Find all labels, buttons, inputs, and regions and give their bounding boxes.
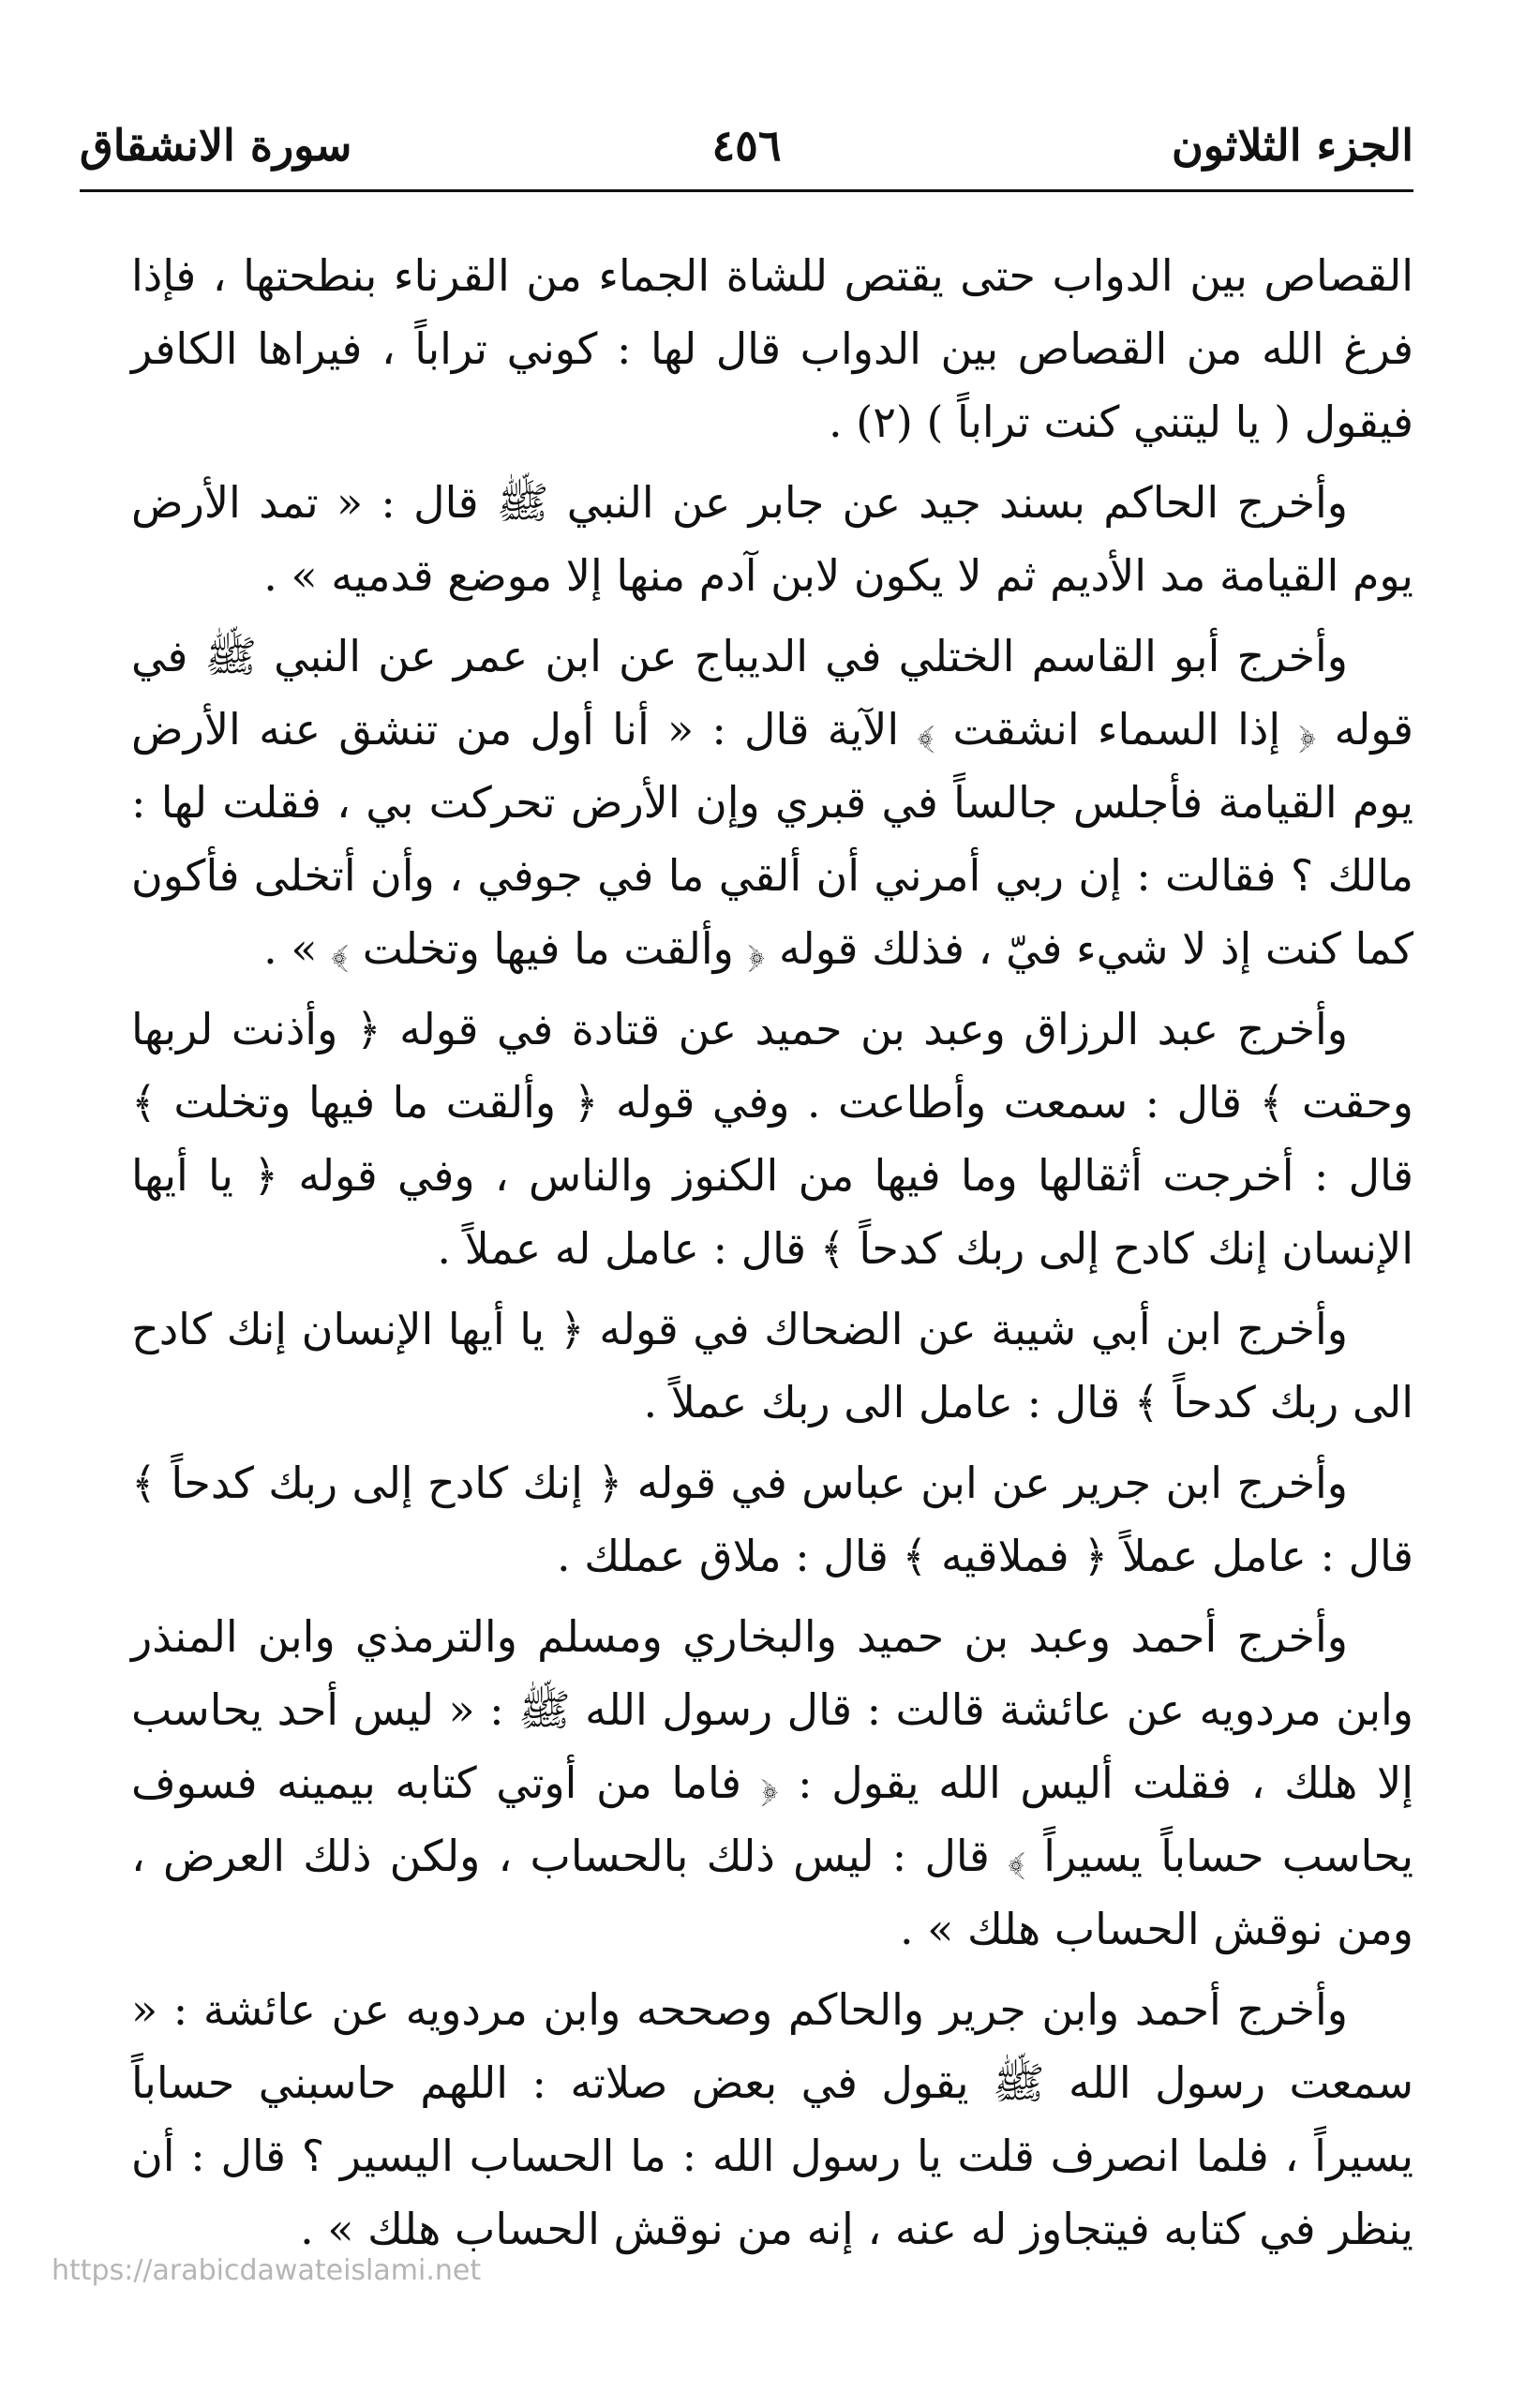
- header-rule: [80, 189, 1413, 192]
- paragraph: وأخرج أحمد وعبد بن حميد والبخاري ومسلم والترمذي وابن المنذر وابن مردويه عن عائشة قالت : قال رسول الله ﷺ : « ليس أحد يحاسب إلا هلك ، فقلت أليس الله يقول : ﴿ فاما من أوتي كتابه بيمينه فسوف يحاسب حساباً يسيراً ﴾ قال : ليس ذلك بالحساب ، ولكن ذلك العرض ، ومن نوقش الحساب هلك » .: [131, 1611, 1413, 1954]
- surah-title: سورة الانشقاق: [80, 120, 352, 171]
- paragraph: وأخرج ابن جرير عن ابن عباس في قوله ﴿ إنك كادح إلى ربك كدحاً ﴾ قال : عامل عملاً ﴿ فملاقيه ﴾ قال : ملاق عملك .: [131, 1458, 1413, 1581]
- paragraph: وأخرج عبد الرزاق وعبد بن حميد عن قتادة في قوله ﴿ وأذنت لربها وحقت ﴾ قال : سمعت وأطاعت . وفي قوله ﴿ وألقت ما فيها وتخلت ﴾ قال : أخرجت أثقالها وما فيها من الكنوز والناس ، وفي قوله ﴿ يا أيها الإنسان إنك كادح إلى ربك كدحاً ﴾ قال : عامل له عملاً .: [131, 1004, 1413, 1274]
- part-title: الجزء الثلاثون: [1172, 120, 1413, 171]
- page-body: [131, 239, 1413, 2273]
- paragraph: وأخرج أبو القاسم الختلي في الديباج عن ابن عمر عن النبي ﷺ في قوله ﴿ إذا السماء انشقت ﴾ الآية قال : « أنا أول من تنشق عنه الأرض يوم القيامة فأجلس جالساً في قبري وإن الأرض تحركت بي ، فقلت لها : مالك ؟ فقالت : إن ربي أمرني أن ألقي ما في جوفي ، وأن أتخلى فأكون كما كنت إذ لا شيء فيّ ، فذلك قوله ﴿ وألقت ما فيها وتخلت ﴾ » .: [131, 631, 1413, 974]
- paragraph: وأخرج الحاكم بسند جيد عن جابر عن النبي ﷺ قال : « تمد الأرض يوم القيامة مد الأديم ثم لا يكون لابن آدم منها إلا موضع قدميه » .: [131, 477, 1413, 601]
- page-number: ٤٥٦: [711, 120, 782, 171]
- running-header: [80, 108, 1413, 183]
- watermark-url: https://arabicdawateislami.net: [52, 2254, 482, 2287]
- paragraph: وأخرج ابن أبي شيبة عن الضحاك في قوله ﴿ يا أيها الإنسان إنك كادح الى ربك كدحاً ﴾ قال : عامل الى ربك عملاً .: [131, 1304, 1413, 1428]
- paragraph: وأخرج أحمد وابن جرير والحاكم وصححه وابن مردويه عن عائشة : « سمعت رسول الله ﷺ يقول في بعض صلاته : اللهم حاسبني حساباً يسيراً ، فلما انصرف قلت يا رسول الله : ما الحساب اليسير ؟ قال : أن ينظر في كتابه فيتجاوز له عنه ، إنه من نوقش الحساب هلك » .: [131, 1984, 1414, 2254]
- paragraph: القصاص بين الدواب حتى يقتص للشاة الجماء من القرناء بنطحتها ، فإذا فرغ الله من القصاص بين الدواب قال لها : كوني تراباً ، فيراها الكافر فيقول ( يا ليتني كنت تراباً ) (٢) .: [131, 250, 1413, 447]
